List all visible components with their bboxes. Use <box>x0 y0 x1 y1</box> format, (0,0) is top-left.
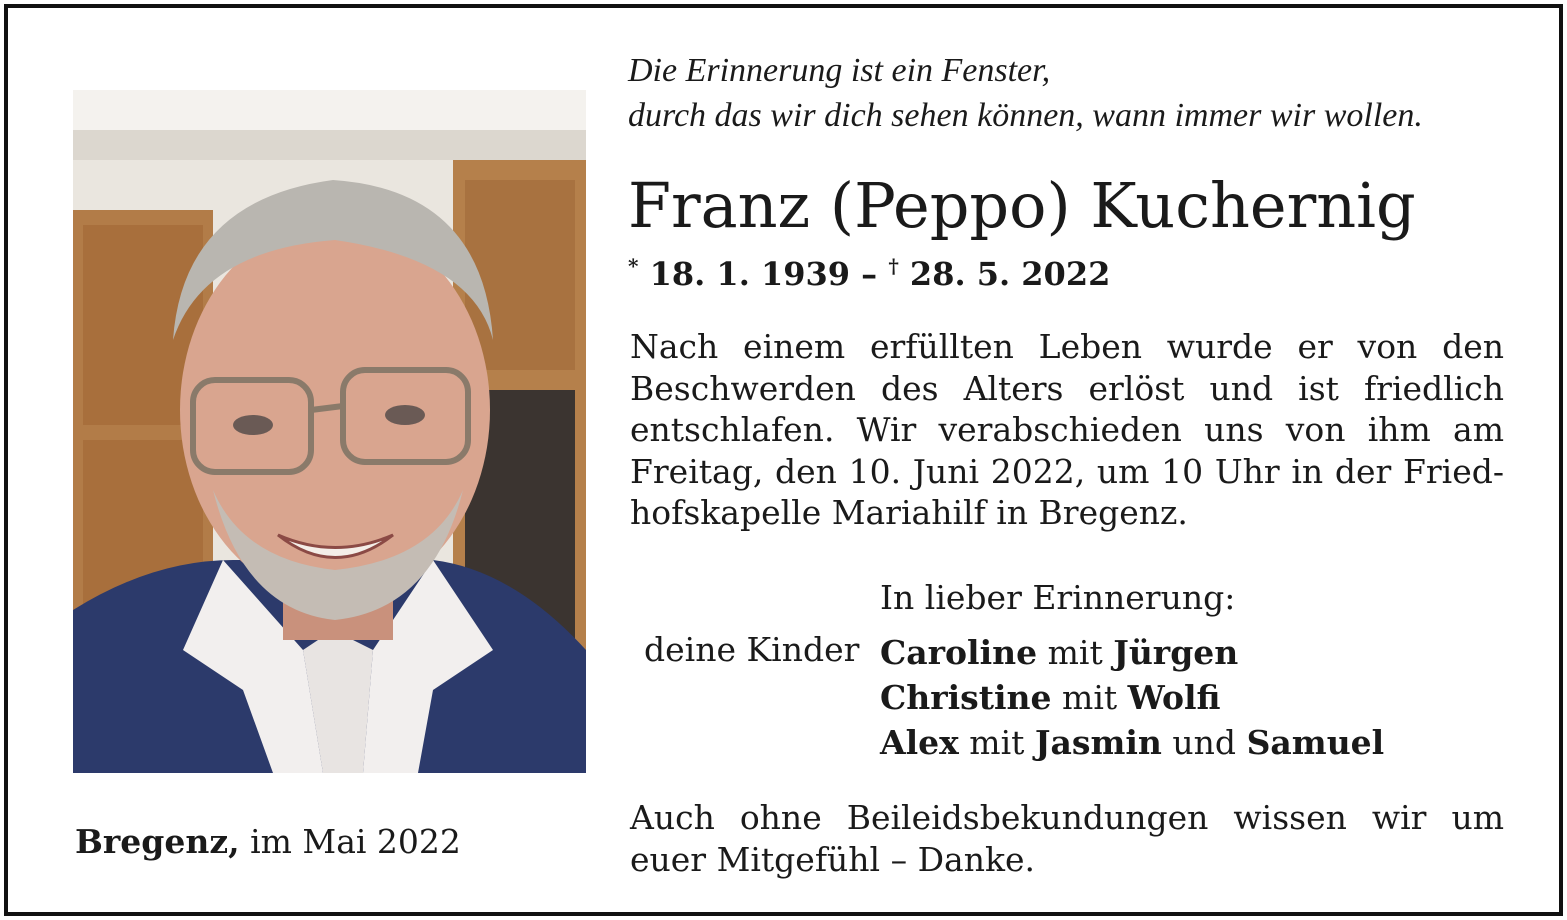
children-intro: deine Kinder <box>644 630 860 669</box>
child-name: Caroline <box>880 633 1038 672</box>
announcement-line: entschlafen. Wir verabschieden uns von ihm am <box>630 410 1504 449</box>
deceased-name: Franz (Peppo) Kuchernig <box>628 169 1416 242</box>
place-and-date <box>75 822 461 862</box>
portrait-photo <box>73 90 586 773</box>
death-symbol: † <box>888 254 899 278</box>
memory-heading: In lieber Erinnerung: <box>880 578 1236 617</box>
connector: mit <box>1051 678 1128 717</box>
announcement-line: Beschwerden des Alters erlöst und ist friedlich <box>630 368 1504 408</box>
death-date: 28. 5. 2022 <box>909 255 1111 293</box>
child-name: Alex <box>880 723 959 762</box>
child-row <box>880 630 1384 675</box>
connector: mit <box>1037 633 1114 672</box>
child-name: Christine <box>880 678 1052 717</box>
memorial-quote <box>628 48 1423 138</box>
partner-name: Jasmin <box>1034 723 1162 762</box>
partner-name: Wolfi <box>1127 678 1221 717</box>
announcement-line: Freitag, den 10. Juni 2022, um 10 Uhr in der Fried- <box>630 451 1504 491</box>
announcement-line: hofskapelle Mariahilf in Bregenz. <box>630 493 1188 532</box>
birth-date: 18. 1. 1939 <box>649 255 851 293</box>
date-separator: – <box>850 255 889 293</box>
closing-text <box>630 797 1504 880</box>
life-dates <box>628 246 1110 294</box>
portrait-illustration <box>73 90 586 773</box>
child-row <box>880 720 1384 765</box>
birth-symbol: * <box>628 254 639 278</box>
closing-line: Auch ohne Beileidsbekundungen wissen wir um <box>630 798 1504 837</box>
grandchild-name: Samuel <box>1246 723 1385 762</box>
children-list <box>880 630 1384 765</box>
place-date: im Mai 2022 <box>239 822 461 861</box>
child-row <box>880 675 1384 720</box>
quote-line-2: durch das wir dich sehen können, wann immer wir wollen. <box>628 97 1423 134</box>
connector: mit <box>958 723 1035 762</box>
connector: und <box>1161 723 1247 762</box>
partner-name: Jürgen <box>1113 633 1239 672</box>
quote-line-1: Die Erinnerung ist ein Fenster, <box>628 52 1051 89</box>
announcement-text <box>630 326 1504 534</box>
closing-line: euer Mitgefühl – Danke. <box>630 839 1035 879</box>
announcement-line: Nach einem erfüllten Leben wurde er von den <box>630 327 1504 366</box>
place-city: Bregenz, <box>75 822 240 861</box>
